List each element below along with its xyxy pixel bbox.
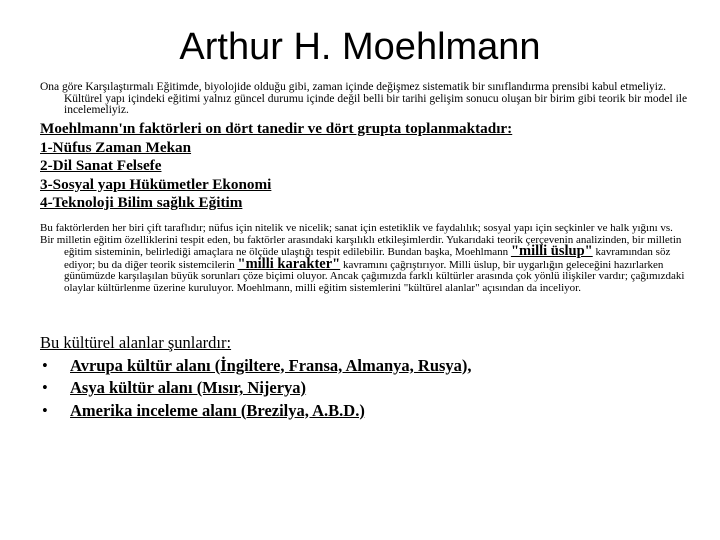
culture-area-america: Amerika inceleme alanı (Brezilya, A.B.D.) <box>70 400 365 420</box>
bullet-icon: • <box>42 355 48 375</box>
culture-area-asia: Asya kültür alanı (Mısır, Nijerya) <box>70 378 307 397</box>
national-style-text-a: Bir milletin eğitim özelliklerini tespit eden, bu faktörler arasındaki karşılıklı etkileşimlerdir. Yukarıdaki teorik çerçevenin analizinden, bir milletin eğitim sisteminin, belirlediği amaçlara ne ölçüde ulaştığı tespit edilebilir. Bundan başka, Moehlmann <box>40 233 682 258</box>
slide-title: Arthur H. Moehlmann <box>179 26 541 68</box>
factor-group-1: 1-Nüfus Zaman Mekan <box>40 138 192 156</box>
milli-uslup-term: "milli üslup" <box>510 243 593 259</box>
list-item <box>40 355 700 378</box>
factor-group-3: 3-Sosyal yapı Hükümetler Ekonomi <box>40 175 272 193</box>
culture-areas-list <box>40 355 700 423</box>
milli-karakter-term: "milli karakter" <box>237 255 341 272</box>
factor-group-2: 2-Dil Sanat Felsefe <box>40 157 162 174</box>
factors-section <box>40 120 700 213</box>
explanation-section <box>40 223 694 294</box>
bullet-icon: • <box>42 400 48 420</box>
duality-paragraph: Bu faktörlerden her biri çift taraflıdır; nüfus için nitelik ve nicelik; sanat için estetiklik ve faydalılık; sosyal yapı için seçkinler ve halk yığını vs. <box>40 222 673 234</box>
factors-heading: Moehlmann'ın faktörleri on dört tanedir ve dört grupta toplanmaktadır: <box>40 120 513 137</box>
national-style-text-b: kavramından söz ediyor; bu da diğer teorik sistemcilerin <box>64 246 671 271</box>
culture-areas-heading: Bu kültürel alanlar şunlardır: <box>40 333 232 352</box>
list-item <box>40 377 700 400</box>
culture-area-europe: Avrupa kültür alanı (İngiltere, Fransa, Almanya, Rusya), <box>70 355 472 375</box>
culture-areas-section <box>40 332 700 422</box>
national-style-paragraph <box>40 235 694 295</box>
bullet-icon: • <box>42 378 48 397</box>
list-item <box>40 400 700 423</box>
intro-section <box>40 82 690 117</box>
national-style-text-c: kavramını çağrıştırıyor. Milli üslup, bir uygarlığın geleceğini hazırlarken günümüzde karşılaşılan büyük sorunları çöze biçimi oluyor. Ancak çağımızda farklı kültürler arasında çok yönlü ilişkiler vardır; çağımızdaki olaylar kültürlenme üzerine kuruluyor. Moehlmann, milli eğitim sistemlerini "kültürel alanlar" açısından da inceliyor. <box>64 258 685 294</box>
intro-paragraph: Ona göre Karşılaştırmalı Eğitimde, biyolojide olduğu gibi, zaman içinde değişmez sistematik bir sınıflandırma prensibi kabul etmeliyiz. Kültürel yapı içindeki eğitimi yalnız güncel durumu içinde değil belli bir tarihi gelişim sonucu oluşan bir birim gibi teorik bir model ile incelemeliyiz. <box>40 81 688 116</box>
factor-group-4: 4-Teknoloji Bilim sağlık Eğitim <box>40 194 243 211</box>
